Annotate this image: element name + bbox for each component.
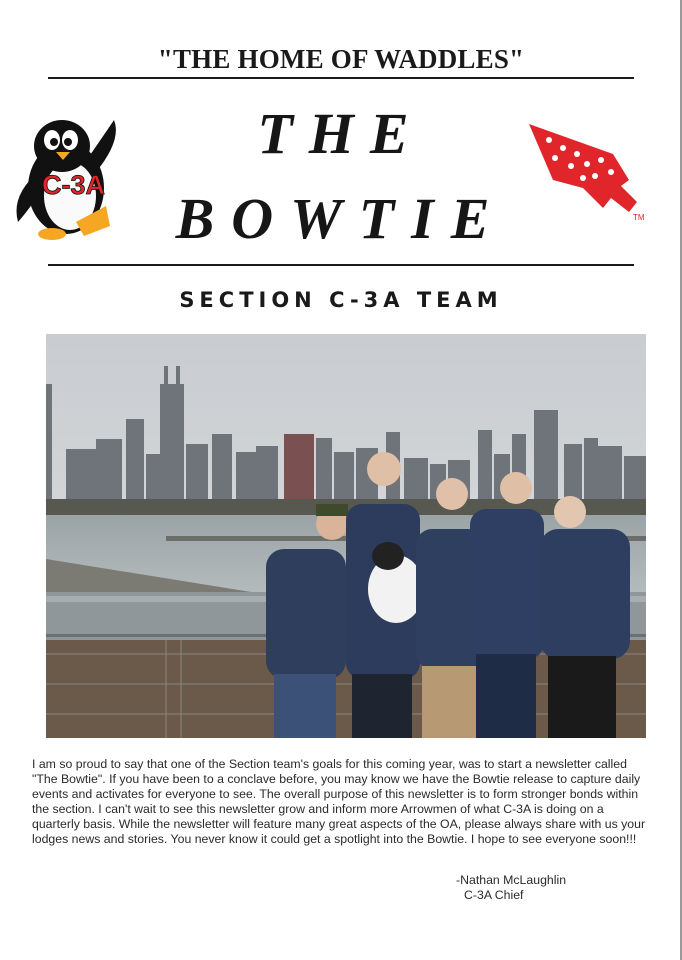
signature-block <box>456 873 566 903</box>
group-photo <box>46 334 646 738</box>
penguin-mascot-icon <box>10 110 138 242</box>
article-body: I am so proud to say that one of the Section team's goals for this coming year, was to start a newsletter called "The Bowtie". If you have been to a conclave before, you may know we have the Bowtie release to capture daily events and activates for everyone to see. The overall purpose of this newsletter is to form stronger bonds within the section. I can't wait to see this newsletter grow and inform more Arrowmen of what C-3A is doing on a quarterly basis. While the newsletter will feature many great aspects of the OA, please always share with us your lodges news and stories. You never know it could get a spotlight into the Bowtie. I hope to see everyone soon!!! <box>32 757 646 846</box>
signature-title: C-3A Chief <box>464 888 524 902</box>
top-rule <box>48 77 634 79</box>
masthead-line-1: THE <box>257 101 425 166</box>
masthead-line-2: BOWTIE <box>175 186 507 251</box>
tagline: "THE HOME OF WADDLES" <box>157 44 525 74</box>
arrowhead-icon <box>525 120 650 230</box>
logo-right-text: TM <box>633 213 645 222</box>
logo-left-text: C-3A <box>42 170 106 200</box>
bottom-rule <box>48 264 634 266</box>
section-team-heading: SECTION C-3A TEAM <box>179 288 503 312</box>
signature-name: -Nathan McLaughlin <box>456 873 567 887</box>
